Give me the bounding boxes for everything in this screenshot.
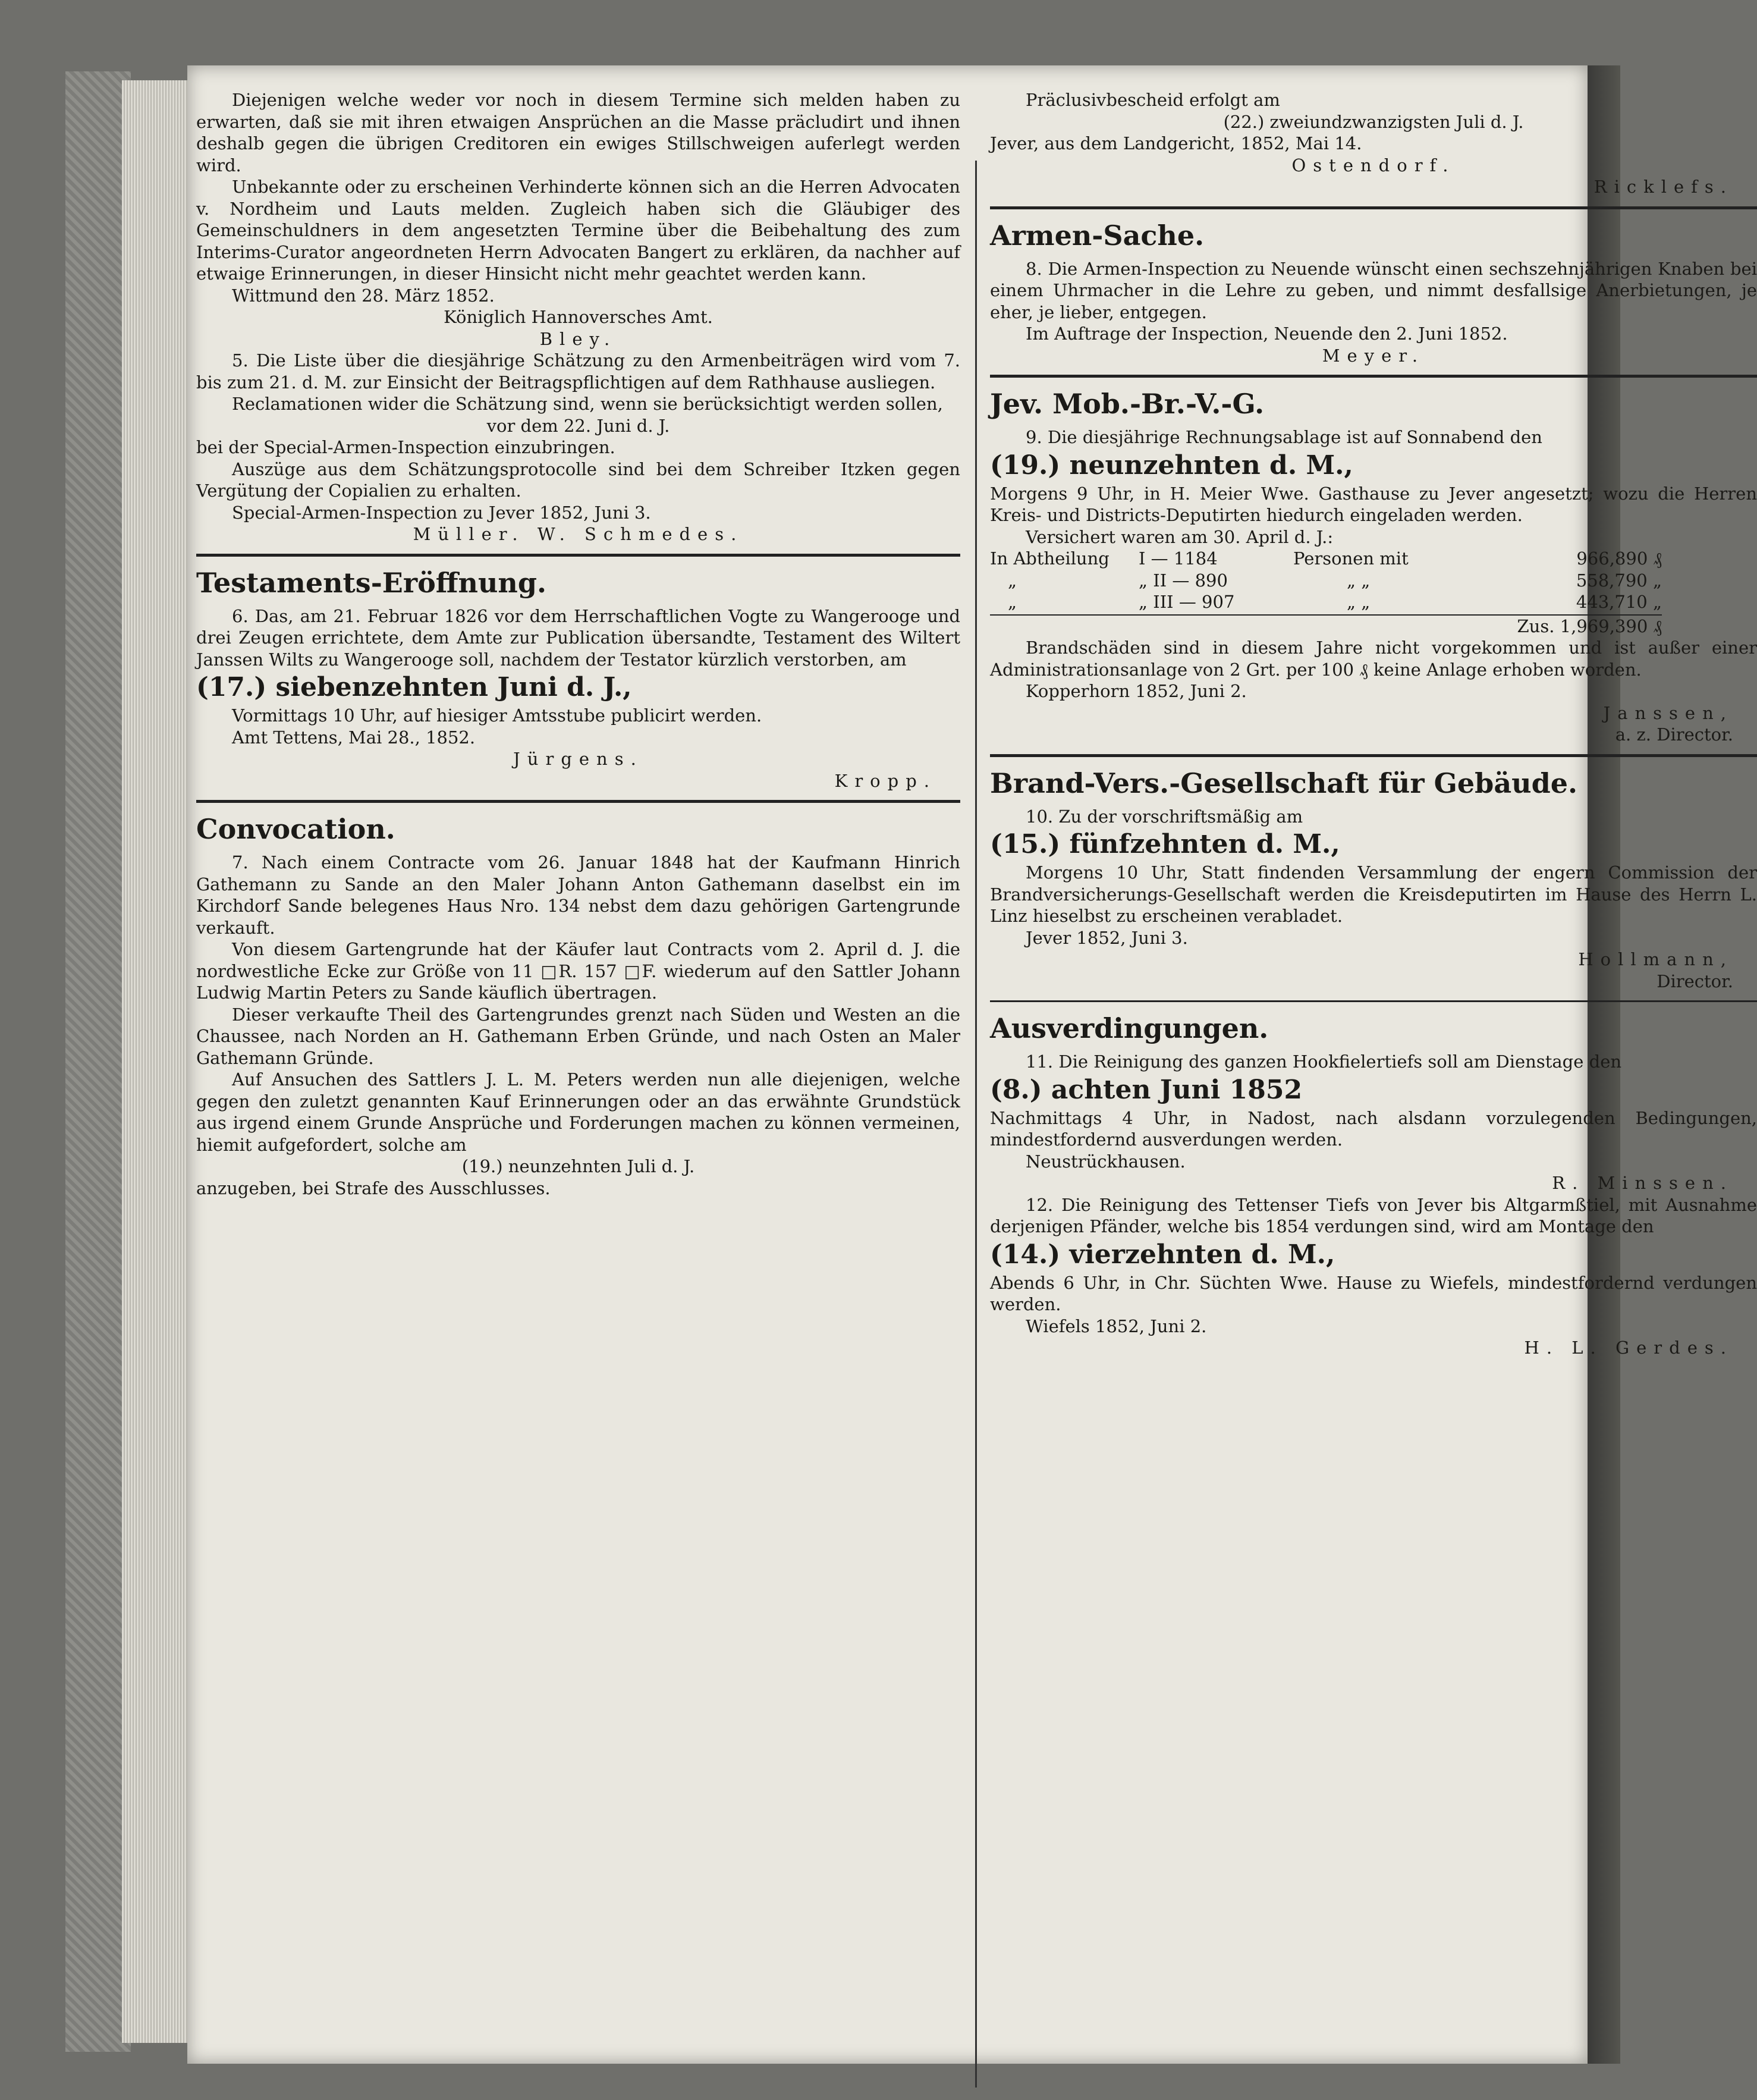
deadline-line: vor dem 22. Juni d. J. xyxy=(486,415,670,436)
section-rule xyxy=(990,754,1757,757)
paragraph: Von diesem Gartengrunde hat der Käufer laut Contracts vom 2. April d. J. die nordwestliche Ecke zur Größe von 11 □R. 157 □F. wiederum auf den Sattler Johann Ludwig Martin Peters zu Sande käuflich übertragen. xyxy=(196,939,960,1003)
signature: Müller. W. Schmedes. xyxy=(413,524,744,544)
section-heading-testament: Testaments-Eröffnung. xyxy=(196,566,547,599)
authority-line: Königlich Hannoversches Amt. xyxy=(444,307,713,327)
paragraph: 7. Nach einem Contracte vom 26. Januar 1848 hat der Kaufmann Hinrich Gathemann zu Sande an den Maler Johann Anton Gathemann daselbst ein im Kirchdorf Sande belegenes Haus Nro. 134 nebst dem dazu gehörigen Gartengrunde verkauft. xyxy=(196,852,960,938)
paragraph: Vormittags 10 Uhr, auf hiesiger Amtsstube publicirt werden. xyxy=(232,705,762,726)
signature: Hollmann, xyxy=(1578,949,1733,969)
table-cell: Personen mit xyxy=(1293,548,1409,569)
book-binding xyxy=(65,71,131,2052)
table-cell: „ III — 907 xyxy=(1139,592,1235,612)
date-highlight: (14.) vierzehnten d. M., xyxy=(990,1239,1335,1270)
date-line: Special-Armen-Inspection zu Jever 1852, Juni 3. xyxy=(232,502,651,523)
paragraph: 8. Die Armen-Inspection zu Neuende wünscht einen sechszehnjährigen Knaben bei einem Uhrmacher in die Lehre zu geben, und nimmt desfallsige Anerbietungen, je eher, je lieber, entgegen. xyxy=(990,258,1757,322)
paragraph: Dieser verkaufte Theil des Gartengrundes grenzt nach Süden und Westen an die Chaussee, nach Norden an H. Gathemann Erben Gründe, und nach Osten an Maler Gathemann Gründe. xyxy=(196,1004,960,1068)
paragraph: 6. Das, am 21. Februar 1826 vor dem Herrschaftlichen Vogte zu Wangerooge und drei Zeugen errichtete, dem Amte zur Publication übersandte, Testament des Wiltert Janssen Wilts zu Wangerooge soll, nachdem der Testator kürzlich verstorben, am xyxy=(196,605,960,670)
column-divider xyxy=(975,161,977,2088)
paragraph: Abends 6 Uhr, in Chr. Süchten Wwe. Hause zu Wiefels, mindestfordernd verdungen werden. xyxy=(990,1272,1757,1314)
paragraph: Präclusivbescheid erfolgt am xyxy=(1026,90,1280,110)
table-cell: „ „ xyxy=(1347,570,1371,591)
signature-title: Director. xyxy=(1657,971,1733,991)
table-cell: 443,710 „ xyxy=(1576,592,1662,612)
deadline-line: (22.) zweiundzwanzigsten Juli d. J. xyxy=(1223,111,1524,132)
section-rule xyxy=(196,800,960,803)
table-cell: „ „ xyxy=(1347,592,1371,612)
table-cell: I — 1184 xyxy=(1139,548,1218,569)
table-row xyxy=(990,591,1757,613)
section-heading-ausverdingungen: Ausverdingungen. xyxy=(990,1012,1269,1044)
paragraph: Reclamationen wider die Schätzung sind, wenn sie berücksichtigt werden sollen, xyxy=(232,394,943,414)
paragraph: anzugeben, bei Strafe des Ausschlusses. xyxy=(196,1178,551,1198)
paragraph: Versichert waren am 30. April d. J.: xyxy=(1026,526,1334,547)
paragraph: Morgens 10 Uhr, Statt findenden Versammlung der engern Commission der Brandversicherungs-Gesellschaft werden die Kreisdeputirten im Hause des Herrn L. Linz hieselbst zu erscheinen verabladet. xyxy=(990,862,1757,926)
paragraph: 9. Die diesjährige Rechnungsablage ist auf Sonnabend den xyxy=(1026,427,1542,447)
signature: Bley. xyxy=(539,328,617,349)
date-line: Im Auftrage der Inspection, Neuende den 2. Juni 1852. xyxy=(1026,324,1508,344)
insurance-table xyxy=(990,548,1757,637)
section-rule xyxy=(196,554,960,557)
date-line: Wittmund den 28. März 1852. xyxy=(232,285,495,306)
date-line: Jever 1852, Juni 3. xyxy=(1026,927,1188,948)
paragraph: Nachmittags 4 Uhr, in Nadost, nach alsdann vorzulegenden Bedingungen, mindestfordernd ausverdungen werden. xyxy=(990,1107,1757,1150)
page-edges xyxy=(122,80,190,2043)
paragraph: Morgens 9 Uhr, in H. Meier Wwe. Gasthause zu Jever angesetzt; wozu die Herren Kreis- und Districts-Deputirten hiedurch eingeladen werden. xyxy=(990,483,1757,525)
section-rule xyxy=(990,375,1757,378)
date-highlight: (17.) siebenzehnten Juni d. J., xyxy=(196,672,632,702)
signature: Kropp. xyxy=(834,770,936,791)
paragraph: 11. Die Reinigung des ganzen Hookfielertiefs soll am Dienstage den xyxy=(1026,1051,1622,1072)
section-heading-mob: Jev. Mob.-Br.-V.-G. xyxy=(990,388,1265,420)
table-cell: „ xyxy=(1008,592,1017,612)
date-line: Kopperhorn 1852, Juni 2. xyxy=(1026,681,1247,701)
paragraph: 10. Zu der vorschriftsmäßig am xyxy=(1026,806,1303,827)
paragraph: bei der Special-Armen-Inspection einzubringen. xyxy=(196,437,615,457)
date-line: Wiefels 1852, Juni 2. xyxy=(1026,1316,1207,1336)
table-cell: 966,890 ₰ xyxy=(1576,548,1662,569)
table-cell: 558,790 „ xyxy=(1576,570,1662,591)
date-line: Jever, aus dem Landgericht, 1852, Mai 14. xyxy=(990,133,1362,153)
date-highlight: (19.) neunzehnten d. M., xyxy=(990,450,1353,481)
paragraph: Brandschäden sind in diesem Jahre nicht vorgekommen und ist außer einer Administrationsanlage von 2 Grt. per 100 ₰ keine Anlage erhoben worden. xyxy=(990,638,1757,680)
paragraph: Auszüge aus dem Schätzungsprotocolle sind bei dem Schreiber Itzken gegen Vergütung der Copialien zu erhalten. xyxy=(196,459,960,501)
table-row xyxy=(990,548,1757,570)
table-total: Zus. 1,969,390 ₰ xyxy=(1517,616,1662,636)
date-highlight: (15.) fünfzehnten d. M., xyxy=(990,829,1340,859)
date-line: Amt Tettens, Mai 28., 1852. xyxy=(232,727,476,748)
table-cell: „ xyxy=(1008,570,1017,591)
place-line: Neustrückhausen. xyxy=(1026,1151,1186,1172)
paragraph: Diejenigen welche weder vor noch in diesem Termine sich melden haben zu erwarten, daß sie mit ihren etwaigen Ansprüchen an die Masse präcludirt und ihnen deshalb gegen die übrigen Creditoren ein ewiges Stillschweigen auferlegt werden wird. xyxy=(196,90,960,175)
signature-title: a. z. Director. xyxy=(1615,724,1733,745)
signature: Jürgens. xyxy=(513,749,643,769)
section-heading-brand: Brand-Vers.-Gesellschaft für Gebäude. xyxy=(990,767,1578,799)
deadline-line: (19.) neunzehnten Juli d. J. xyxy=(461,1156,695,1176)
section-heading-armen: Armen-Sache. xyxy=(990,219,1205,252)
left-column xyxy=(196,89,960,1199)
section-heading-convocation: Convocation. xyxy=(196,813,395,845)
paragraph: 5. Die Liste über die diesjährige Schätzung zu den Armenbeiträgen wird vom 7. bis zum 21. d. M. zur Einsicht der Beitragspflichtigen auf dem Rathhause ausliegen. xyxy=(196,350,960,393)
signature: Meyer. xyxy=(1322,345,1425,366)
date-highlight: (8.) achten Juni 1852 xyxy=(990,1074,1303,1105)
signature: Janssen, xyxy=(1603,702,1733,723)
table-row xyxy=(990,570,1757,592)
table-cell: In Abtheilung xyxy=(990,548,1109,569)
signature: Ricklefs. xyxy=(1593,177,1733,197)
signature: Ostendorf. xyxy=(1291,155,1456,175)
section-rule xyxy=(990,1000,1757,1002)
signature: H. L. Gerdes. xyxy=(1524,1338,1733,1358)
paragraph: Unbekannte oder zu erscheinen Verhinderte können sich an die Herren Advocaten v. Nordheim und Lauts melden. Zugleich haben sich die Gläubiger des Gemeinschuldners in dem angesetzten Termine über die Beibehaltung des zum Interims-Curator angeordneten Herrn Advocaten Bangert zu erklären, da nachher auf etwaige Erinnerungen, in dieser Hinsicht nicht mehr geachtet werden kann. xyxy=(196,177,960,284)
paragraph: Auf Ansuchen des Sattlers J. L. M. Peters werden nun alle diejenigen, welche gegen den zuletzt genannten Kauf Erinnerungen oder an das erwähnte Grundstück aus irgend einem Grunde Ansprüche und Forderungen machen zu können vermeinen, hiemit aufgefordert, solche am xyxy=(196,1069,960,1155)
right-column xyxy=(990,89,1757,1359)
section-rule xyxy=(990,206,1757,209)
paragraph: 12. Die Reinigung des Tettenser Tiefs von Jever bis Altgarmßtiel, mit Ausnahme derjenigen Pfänder, welche bis 1854 verdungen sind, wird am Montage den xyxy=(990,1194,1757,1236)
table-cell: „ II — 890 xyxy=(1139,570,1228,591)
signature: R. Minssen. xyxy=(1552,1173,1733,1193)
